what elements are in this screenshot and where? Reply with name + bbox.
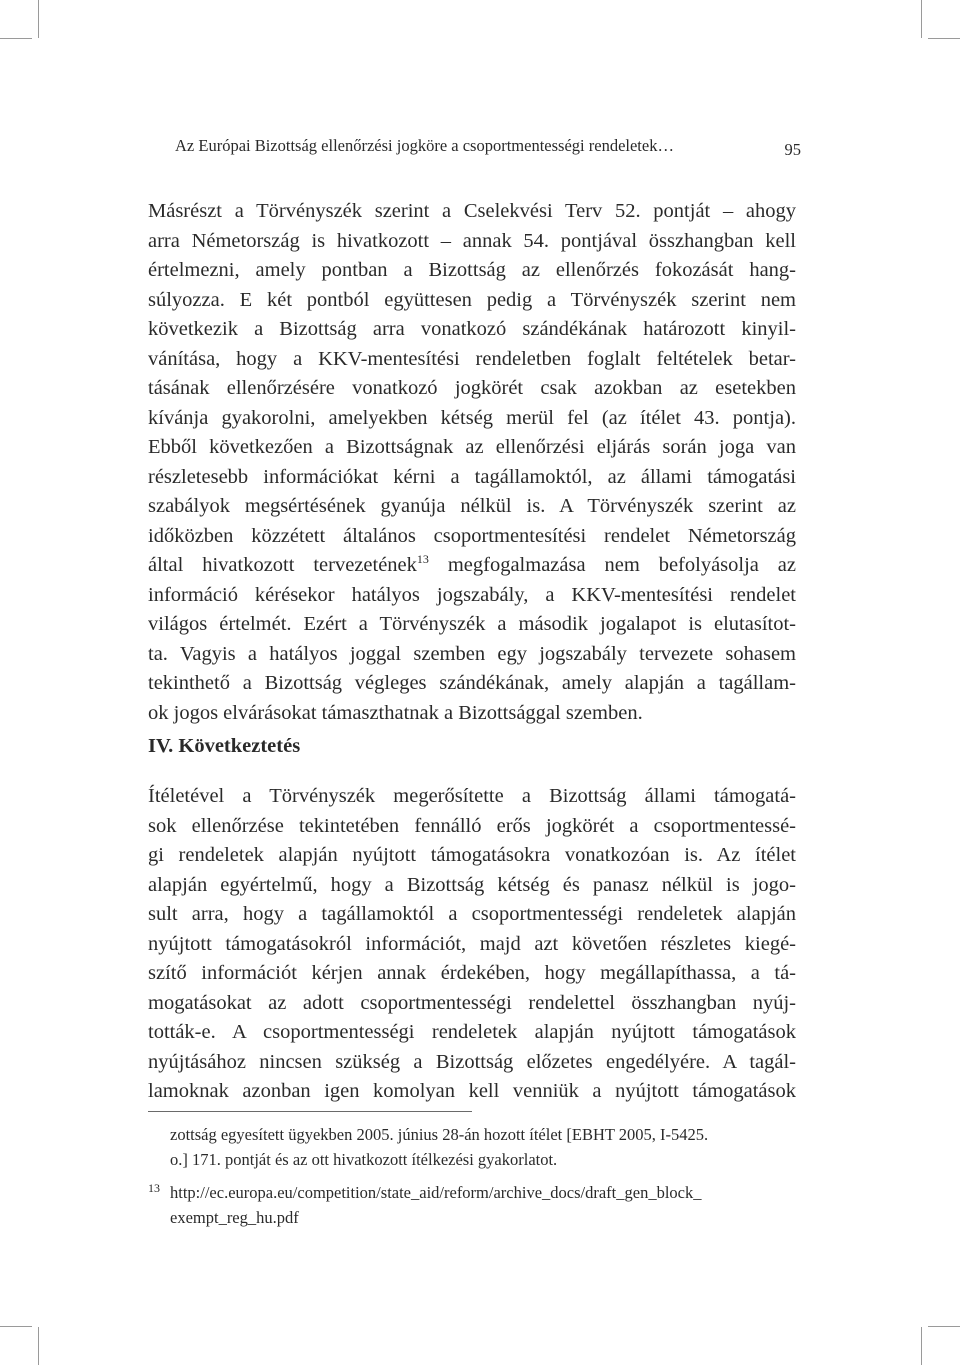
footnote-link-line[interactable]: exempt_reg_hu.pdf [170, 1208, 299, 1227]
text-line: Másrészt a Törvényszék szerint a Cselekvési Terv 52. pontját – ahogy [148, 200, 796, 222]
text-line-with-footnote [148, 551, 796, 581]
crop-mark-bottom-right-horizontal [928, 1326, 960, 1327]
page-number: 95 [784, 140, 801, 159]
text-line: nyújtott támogatásokról információt, majd azt követően részletes kiegé- [148, 932, 796, 955]
text-line: lamoknak azonban igen komolyan kell venniük a nyújtott támogatások [148, 1080, 796, 1102]
text-line: tották-e. A csoportmentességi rendeletek alapján nyújtott támogatások [148, 1021, 796, 1043]
text-line: világos értelmét. Ezért a Törvényszék a második jogalapot is elutasítot- [148, 613, 796, 635]
text-line: Ítéletével a Törvényszék megerősítette a Bizottság állami támogatá- [148, 785, 796, 807]
footnote-13 [148, 1180, 796, 1230]
text-line: arra Németország is hivatkozott – annak 54. pontjával összhangban kell [148, 229, 796, 252]
text-line: nyújtásához nincsen szükség a Bizottság előzetes engedélyére. A tagál- [148, 1050, 796, 1073]
footnote-continued-line: o.] 171. pontját és az ott hivatkozott ítélkezési gyakorlatot. [170, 1150, 558, 1169]
body-paragraph-2 [148, 782, 796, 1107]
text-segment: megfogalmazása nem befolyásolja az [428, 554, 796, 576]
text-line: sult arra, hogy a tagállamoktól a csoportmentességi rendeletek alapján [148, 903, 796, 925]
text-line: tásának ellenőrzésére vonatkozó jogkörét csak azokban az esetekben [148, 377, 796, 399]
crop-mark-bottom-right-vertical [921, 1327, 922, 1365]
footnotes [148, 1122, 796, 1230]
text-line: szabályok megsértésének gyanúja nélkül is. A Törvényszék szerint az [148, 495, 796, 517]
footnote-continued-line: zottság egyesített ügyekben 2005. június 28-án hozott ítélet [EBHT 2005, I-5425. [170, 1125, 709, 1144]
text-line: súlyozza. E két pontból együttesen pedig a Törvényszék szerint nem [148, 288, 796, 311]
text-line: Ebből következően a Bizottságnak az ellenőrzési eljárás során joga van [148, 436, 796, 458]
section-heading: IV. Következtetés [148, 735, 301, 757]
text-line: információ kérésekor hatályos jogszabály, a KKV-mentesítési rendelet [148, 583, 796, 606]
text-line: kívánja gyakorolni, amelyekben kétség merül fel (az ítélet 43. pontja). [148, 406, 796, 429]
footnote-separator [148, 1111, 472, 1112]
text-line: vánítása, hogy a KKV-mentesítési rendeletben foglalt feltételek betar- [148, 347, 796, 370]
text-line: tekinthető a Bizottság végleges szándékának, amely alapján a tagállam- [148, 672, 796, 694]
running-title: Az Európai Bizottság ellenőrzési jogköre a csoportmentességi rendeletek… [175, 136, 674, 155]
crop-mark-top-left-vertical [38, 0, 39, 38]
text-line: ta. Vagyis a hatályos joggal szemben egy jogszabály tervezete sohasem [148, 642, 796, 665]
crop-mark-top-right-horizontal [928, 38, 960, 39]
text-line: szítő információt kérjen annak érdekében, hogy megállapíthassa, a tá- [148, 962, 796, 984]
footnote-link-line[interactable]: http://ec.europa.eu/competition/state_aid/reform/archive_docs/draft_gen_block_ [170, 1183, 702, 1202]
text-segment: által hivatkozott tervezetének [148, 554, 417, 576]
text-line: gi rendeletek alapján nyújtott támogatásokra vonatkozóan is. Az ítélet [148, 844, 796, 866]
text-line: mogatásokat az adott csoportmentességi rendelettel összhangban nyúj- [148, 991, 796, 1014]
crop-mark-bottom-left-horizontal [0, 1326, 32, 1327]
text-line: részletesebb információkat kérni a tagállamoktól, az állami támogatási [148, 465, 796, 488]
text-line: ok jogos elvárásokat támaszthatnak a Bizottsággal szemben. [148, 701, 643, 724]
crop-mark-bottom-left-vertical [38, 1327, 39, 1365]
body-paragraph-1 [148, 197, 796, 728]
crop-mark-top-left-horizontal [0, 38, 32, 39]
footnote-number: 13 [148, 1181, 160, 1195]
text-line: időközben közzétett általános csoportmentesítési rendelet Németország [148, 524, 796, 547]
text-line: alapján egyértelmű, hogy a Bizottság kétség és panasz nélkül is jogo- [148, 873, 796, 896]
crop-mark-top-right-vertical [921, 0, 922, 38]
footnote-reference[interactable]: 13 [416, 552, 429, 567]
text-line: sok ellenőrzése tekintetében fennálló erős jogkörét a csoportmentessé- [148, 814, 796, 837]
text-line: értelmezni, amely pontban a Bizottság az ellenőrzés fokozását hang- [148, 259, 796, 281]
text-line: következik a Bizottság arra vonatkozó szándékának határozott kinyil- [148, 318, 796, 340]
